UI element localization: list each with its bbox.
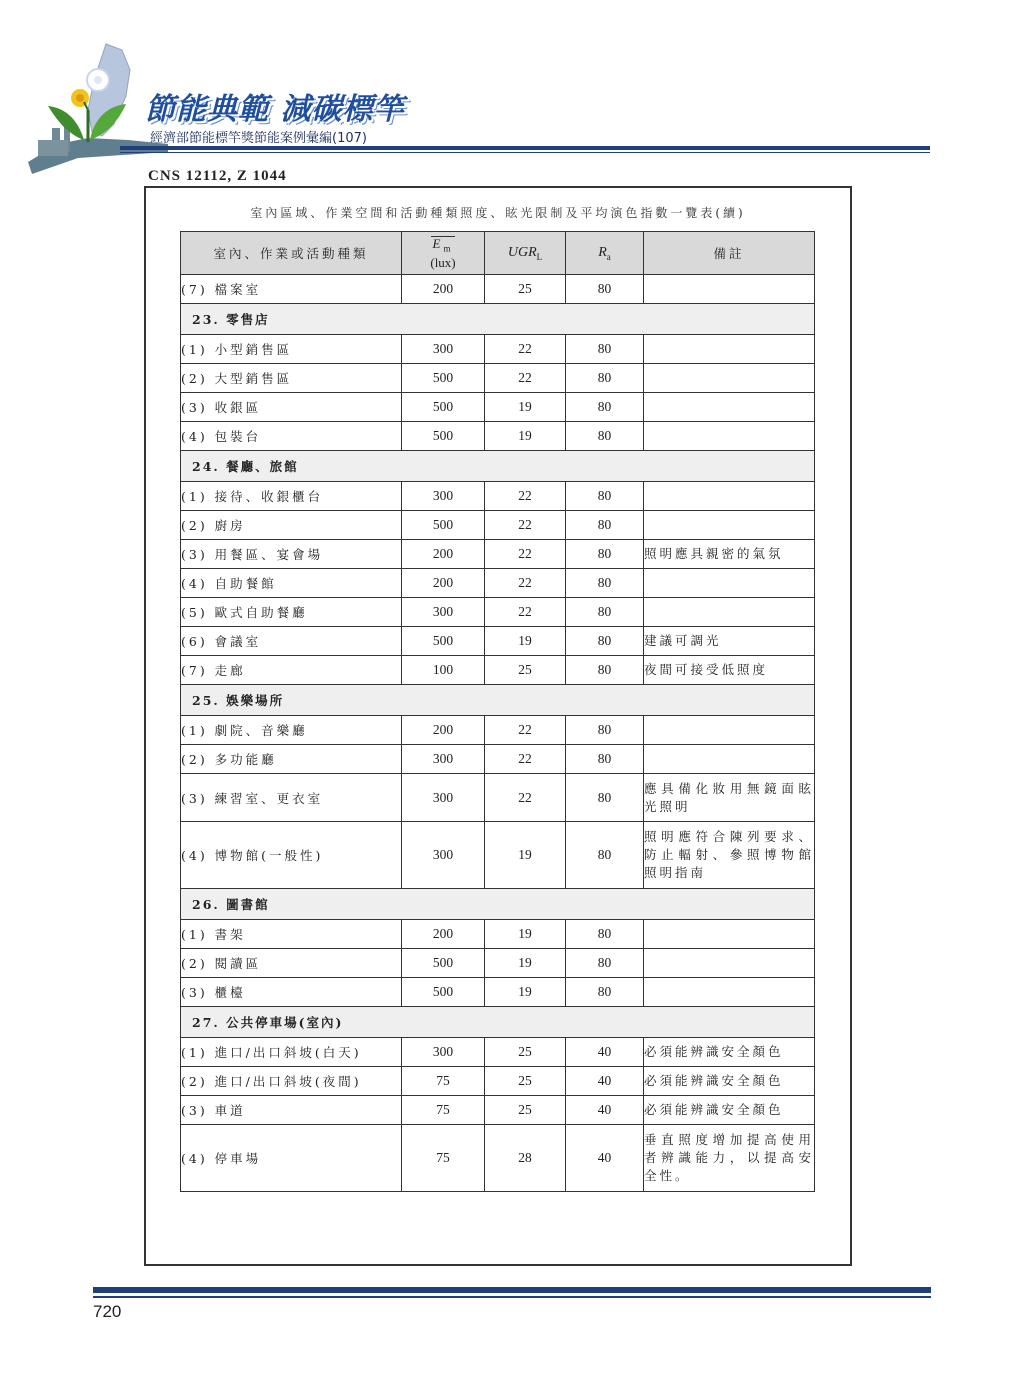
ugr-cell: 25 <box>485 275 566 304</box>
ra-cell: 80 <box>566 511 644 540</box>
table-row <box>181 1096 815 1125</box>
table-row <box>181 627 815 656</box>
table-caption: 室內區域、作業空間和活動種類照度、眩光限制及平均演色指數一覽表(續) <box>250 206 746 220</box>
header-ugr: $UGR_L$ <box>485 232 566 275</box>
activity-cell: (3) 車道 <box>181 1096 402 1125</box>
category-row <box>181 451 815 482</box>
em-cell: 300 <box>402 482 485 511</box>
remark-cell: 照明應具親密的氣氛 <box>644 540 815 569</box>
ugr-cell: 25 <box>485 656 566 685</box>
ra-cell: 80 <box>566 920 644 949</box>
em-cell: 300 <box>402 822 485 889</box>
table-row <box>181 569 815 598</box>
activity-cell: (2) 多功能廳 <box>181 745 402 774</box>
table-row <box>181 393 815 422</box>
activity-cell: (3) 收銀區 <box>181 393 402 422</box>
category-label: 27. 公共停車場(室內) <box>181 1007 815 1038</box>
logo-subtitle: 經濟部節能標竿獎節能案例彙編(107) <box>150 131 367 146</box>
remark-cell: 必須能辨識安全顏色 <box>644 1096 815 1125</box>
activity-cell: (3) 用餐區、宴會場 <box>181 540 402 569</box>
activity-cell: (4) 停車場 <box>181 1125 402 1192</box>
ra-cell: 40 <box>566 1096 644 1125</box>
table-row <box>181 656 815 685</box>
table-body <box>181 275 815 1192</box>
ra-cell: 80 <box>566 745 644 774</box>
activity-cell: (7) 檔案室 <box>181 275 402 304</box>
table-row <box>181 1125 815 1192</box>
category-label: 25. 娛樂場所 <box>181 685 815 716</box>
activity-cell: (2) 閱讀區 <box>181 949 402 978</box>
table-row <box>181 598 815 627</box>
ugr-cell: 25 <box>485 1038 566 1067</box>
category-row <box>181 1007 815 1038</box>
remark-cell <box>644 511 815 540</box>
ugr-cell: 19 <box>485 949 566 978</box>
activity-cell: (1) 接待、收銀櫃台 <box>181 482 402 511</box>
table-row <box>181 716 815 745</box>
activity-cell: (1) 小型銷售區 <box>181 335 402 364</box>
table-row <box>181 774 815 822</box>
table-row <box>181 482 815 511</box>
ugr-cell: 19 <box>485 393 566 422</box>
table-row <box>181 511 815 540</box>
ugr-cell: 19 <box>485 978 566 1007</box>
table-row <box>181 1038 815 1067</box>
ra-cell: 40 <box>566 1125 644 1192</box>
remark-cell <box>644 422 815 451</box>
header-ra: $R_a$ <box>566 232 644 275</box>
ugr-cell: 22 <box>485 511 566 540</box>
header-remark: 備註 <box>644 232 815 275</box>
table-row <box>181 540 815 569</box>
ugr-cell: 22 <box>485 569 566 598</box>
remark-cell <box>644 949 815 978</box>
remark-cell <box>644 364 815 393</box>
em-cell: 500 <box>402 627 485 656</box>
em-cell: 200 <box>402 716 485 745</box>
header-em <box>402 232 485 275</box>
em-cell: 500 <box>402 364 485 393</box>
ugr-cell: 19 <box>485 822 566 889</box>
remark-cell <box>644 335 815 364</box>
ra-cell: 80 <box>566 393 644 422</box>
em-cell: 100 <box>402 656 485 685</box>
page-header <box>0 0 1024 180</box>
ugr-cell: 22 <box>485 335 566 364</box>
table-row <box>181 822 815 889</box>
em-cell: 75 <box>402 1067 485 1096</box>
activity-cell: (3) 櫃檯 <box>181 978 402 1007</box>
ra-cell: 80 <box>566 569 644 598</box>
em-cell: 500 <box>402 949 485 978</box>
remark-cell: 應具備化妝用無鏡面眩光照明 <box>644 774 815 822</box>
em-cell: 300 <box>402 1038 485 1067</box>
ra-cell: 80 <box>566 335 644 364</box>
ra-cell: 80 <box>566 422 644 451</box>
em-cell: 500 <box>402 422 485 451</box>
table-row <box>181 422 815 451</box>
remark-cell: 建議可調光 <box>644 627 815 656</box>
em-cell: 300 <box>402 335 485 364</box>
logo-title: 節能典範 減碳標竿 <box>145 92 405 127</box>
em-cell: 75 <box>402 1096 485 1125</box>
ra-cell: 80 <box>566 598 644 627</box>
remark-cell: 必須能辨識安全顏色 <box>644 1067 815 1096</box>
remark-cell <box>644 275 815 304</box>
ra-cell: 80 <box>566 482 644 511</box>
ugr-cell: 22 <box>485 745 566 774</box>
header-rule <box>120 146 930 150</box>
ra-cell: 80 <box>566 540 644 569</box>
table-row <box>181 364 815 393</box>
footer-rule-thin <box>93 1296 931 1298</box>
header-activity: 室內、作業或活動種類 <box>181 232 402 275</box>
activity-cell: (6) 會議室 <box>181 627 402 656</box>
category-row <box>181 685 815 716</box>
table-row <box>181 949 815 978</box>
em-cell: 300 <box>402 745 485 774</box>
category-label: 23. 零售店 <box>181 304 815 335</box>
em-cell: 200 <box>402 275 485 304</box>
table-row <box>181 978 815 1007</box>
ugr-cell: 22 <box>485 364 566 393</box>
category-row <box>181 304 815 335</box>
em-cell: 75 <box>402 1125 485 1192</box>
ugr-cell: 28 <box>485 1125 566 1192</box>
category-label: 26. 圖書館 <box>181 889 815 920</box>
ugr-cell: 19 <box>485 920 566 949</box>
table-row <box>181 335 815 364</box>
em-cell: 200 <box>402 920 485 949</box>
ra-cell: 80 <box>566 364 644 393</box>
ugr-cell: 22 <box>485 540 566 569</box>
em-cell: 500 <box>402 978 485 1007</box>
ugr-cell: 25 <box>485 1096 566 1125</box>
ra-cell: 80 <box>566 978 644 1007</box>
ra-cell: 40 <box>566 1067 644 1096</box>
remark-cell <box>644 569 815 598</box>
remark-cell: 照明應符合陳列要求、防止輻射、參照博物館照明指南 <box>644 822 815 889</box>
table-row <box>181 745 815 774</box>
footer-rule <box>93 1287 931 1293</box>
activity-cell: (1) 書架 <box>181 920 402 949</box>
remark-cell: 必須能辨識安全顏色 <box>644 1038 815 1067</box>
ugr-cell: 22 <box>485 482 566 511</box>
ra-cell: 80 <box>566 822 644 889</box>
activity-cell: (1) 進口/出口斜坡(白天) <box>181 1038 402 1067</box>
table-header-row <box>181 232 815 275</box>
activity-cell: (3) 練習室、更衣室 <box>181 774 402 822</box>
remark-cell <box>644 598 815 627</box>
header-rule-thin <box>120 152 930 153</box>
activity-cell: (2) 廚房 <box>181 511 402 540</box>
ra-cell: 80 <box>566 275 644 304</box>
ra-cell: 80 <box>566 774 644 822</box>
table-row <box>181 920 815 949</box>
ugr-cell: 19 <box>485 627 566 656</box>
remark-cell <box>644 920 815 949</box>
ugr-cell: 19 <box>485 422 566 451</box>
em-cell: 300 <box>402 598 485 627</box>
header-em-symbol: $E_m$ <box>432 235 454 254</box>
ra-cell: 80 <box>566 627 644 656</box>
activity-cell: (4) 自助餐館 <box>181 569 402 598</box>
em-cell: 500 <box>402 511 485 540</box>
activity-cell: (4) 博物館(一般性) <box>181 822 402 889</box>
em-cell: 500 <box>402 393 485 422</box>
lighting-table <box>180 231 815 1192</box>
category-label: 24. 餐廳、旅館 <box>181 451 815 482</box>
remark-cell: 垂直照度增加提高使用者辨識能力，以提高安全性。 <box>644 1125 815 1192</box>
table-row <box>181 1067 815 1096</box>
activity-cell: (1) 劇院、音樂廳 <box>181 716 402 745</box>
page-number: 720 <box>93 1302 122 1321</box>
remark-cell: 夜間可接受低照度 <box>644 656 815 685</box>
activity-cell: (4) 包裝台 <box>181 422 402 451</box>
em-cell: 200 <box>402 540 485 569</box>
document-code: CNS 12112, Z 1044 <box>148 168 287 184</box>
em-cell: 200 <box>402 569 485 598</box>
ra-cell: 80 <box>566 716 644 745</box>
category-row <box>181 889 815 920</box>
ugr-cell: 22 <box>485 774 566 822</box>
ra-cell: 80 <box>566 656 644 685</box>
activity-cell: (7) 走廊 <box>181 656 402 685</box>
ra-cell: 80 <box>566 949 644 978</box>
ugr-cell: 22 <box>485 598 566 627</box>
header-em-unit: (lux) <box>430 255 456 271</box>
remark-cell <box>644 393 815 422</box>
table-row <box>181 275 815 304</box>
activity-cell: (5) 歐式自助餐廳 <box>181 598 402 627</box>
remark-cell <box>644 745 815 774</box>
ra-cell: 40 <box>566 1038 644 1067</box>
remark-cell <box>644 716 815 745</box>
activity-cell: (2) 大型銷售區 <box>181 364 402 393</box>
remark-cell <box>644 482 815 511</box>
ugr-cell: 25 <box>485 1067 566 1096</box>
em-cell: 300 <box>402 774 485 822</box>
remark-cell <box>644 978 815 1007</box>
ugr-cell: 22 <box>485 716 566 745</box>
activity-cell: (2) 進口/出口斜坡(夜間) <box>181 1067 402 1096</box>
